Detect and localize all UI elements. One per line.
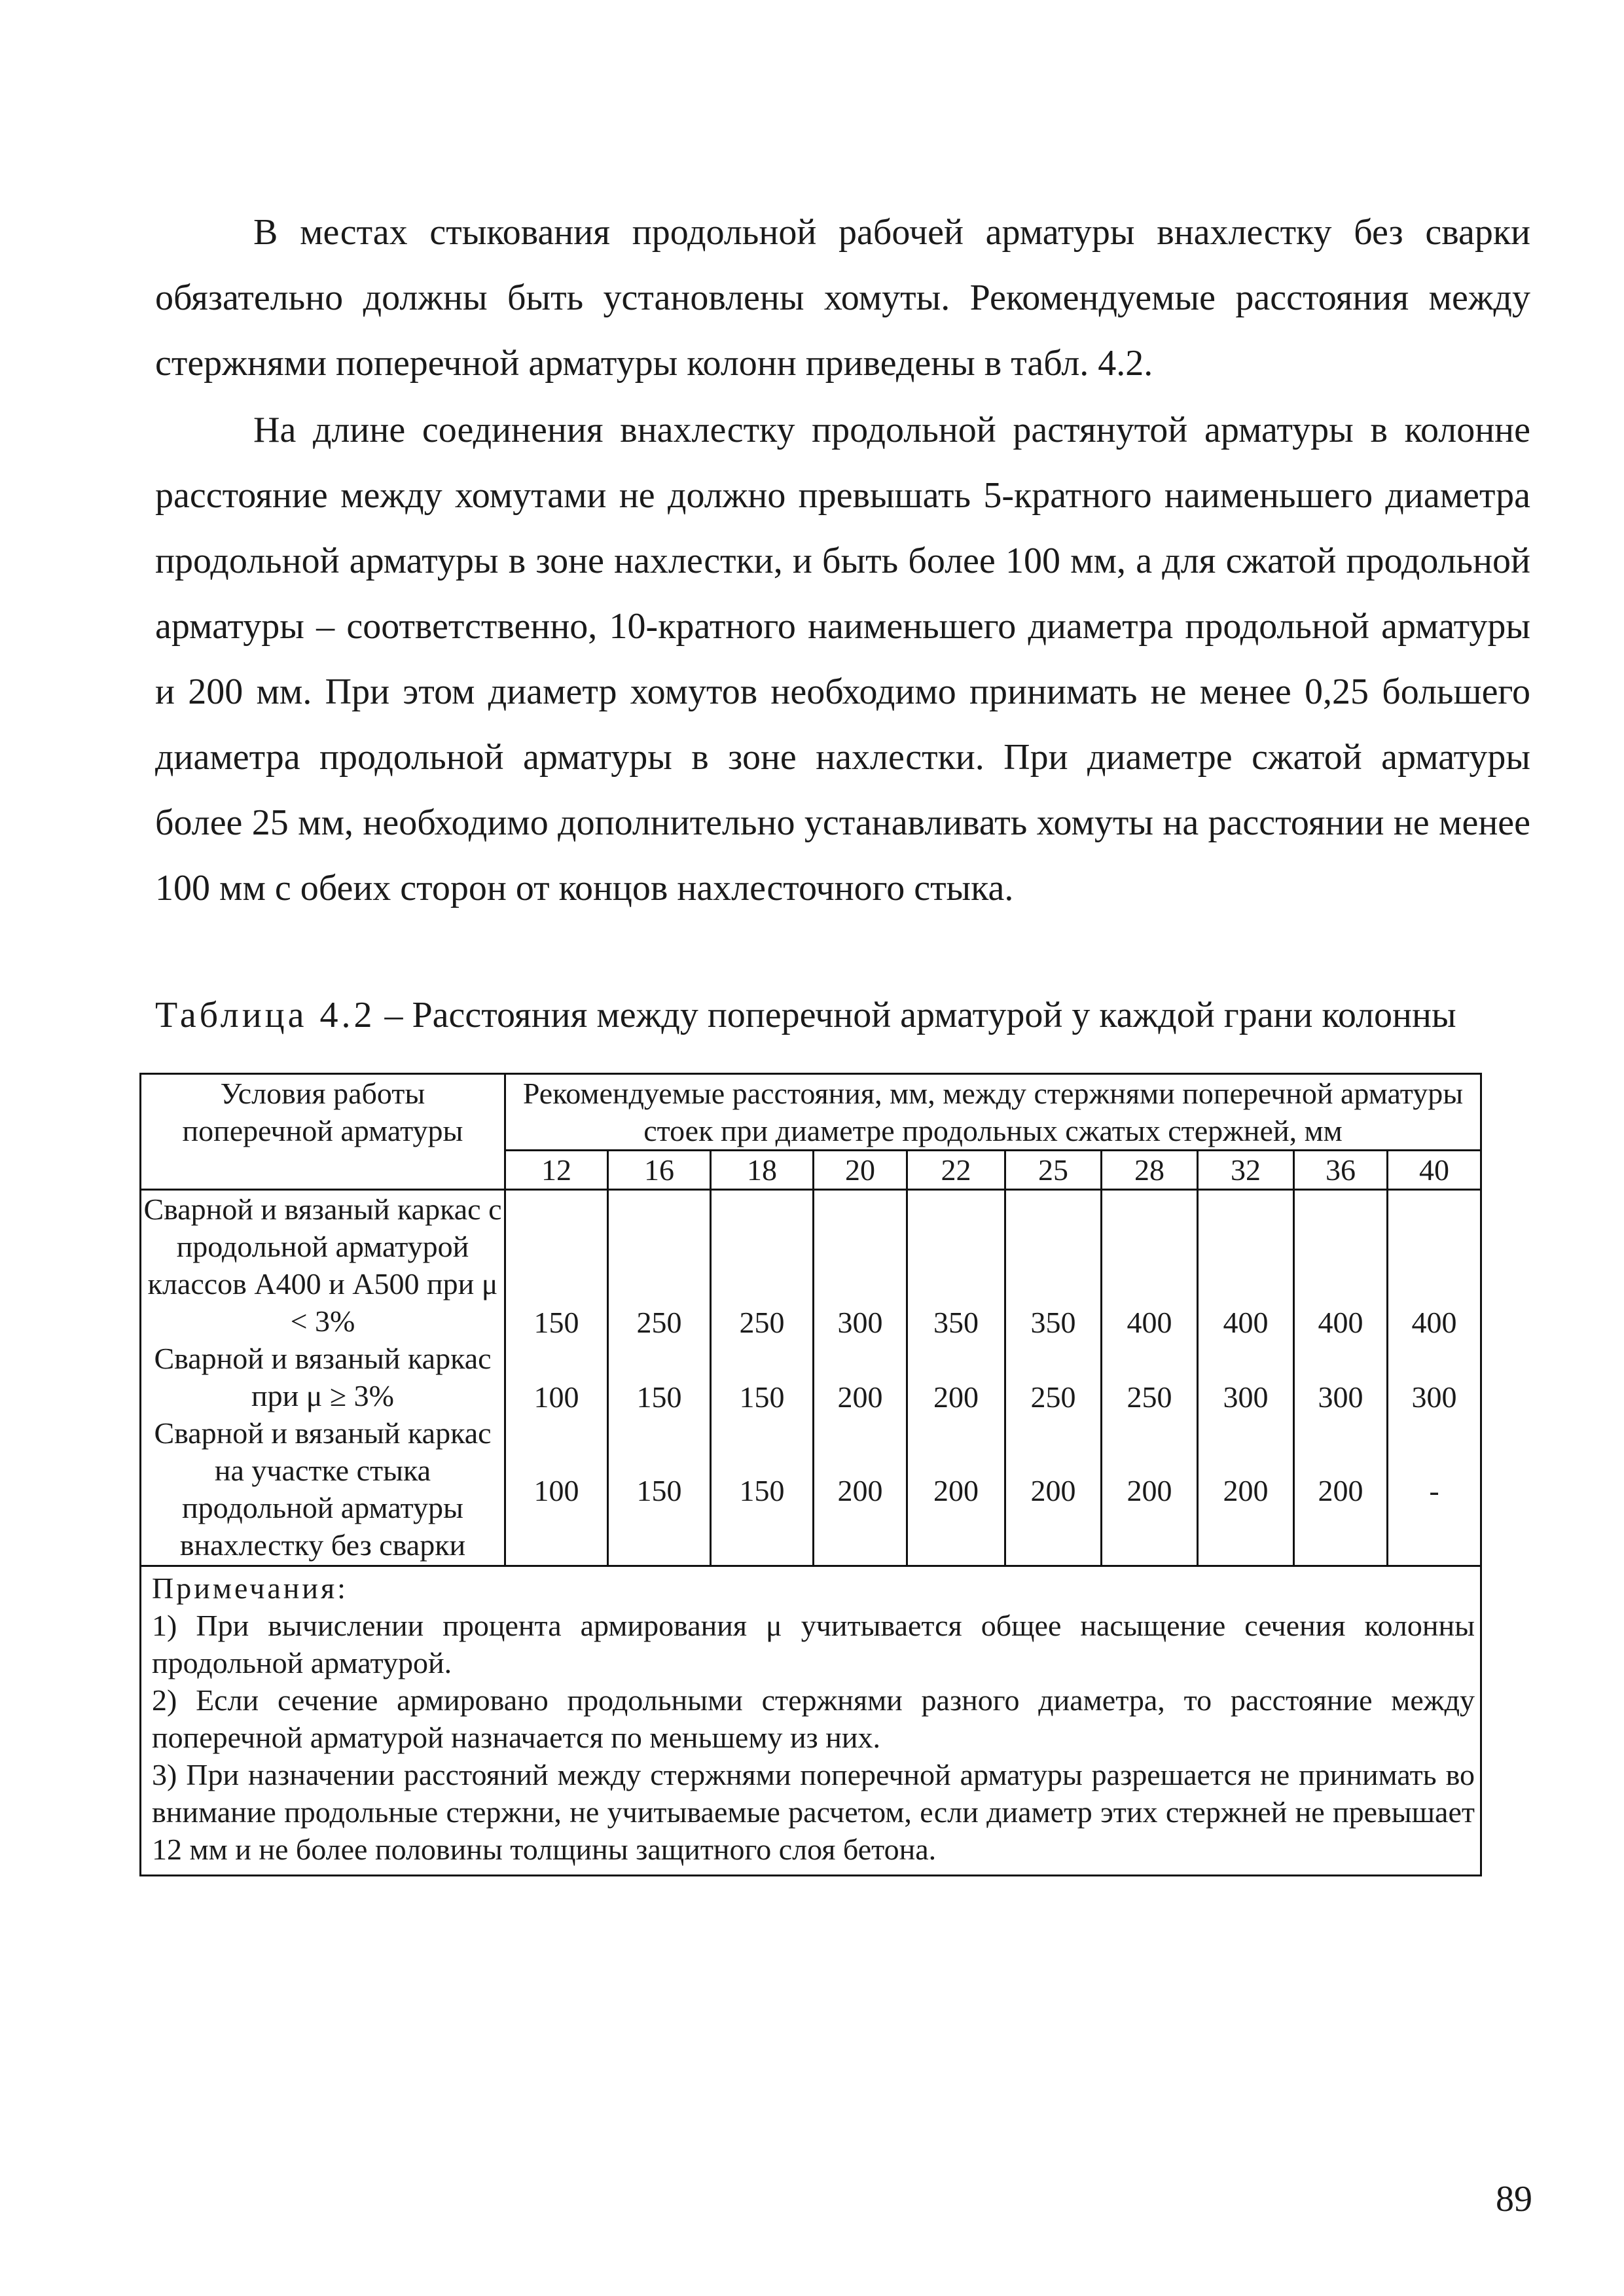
diameter-cell: 32 — [1198, 1151, 1294, 1190]
value-cell — [510, 1416, 603, 1565]
value-cell — [1010, 1192, 1096, 1341]
value-cell — [912, 1416, 1000, 1565]
value-column-18 — [711, 1190, 814, 1566]
value-cell — [1392, 1416, 1476, 1565]
value-text: 150 — [636, 1380, 682, 1414]
conditions-column — [141, 1190, 505, 1566]
condition-3-wrap — [143, 1414, 503, 1564]
value-text: 350 — [933, 1306, 979, 1339]
paragraph-2: На длине соединения внахлестку продольной растянутой арматуры в колонне расстояние между хомутами не должно превышать 5-кратного наименьшего диаметра продольной арматуры в зоне нахлестки, и быть более 100 мм, а для сжатой продольной арматуры – соответственно, 10-кратного наименьшего диаметра продольной арматуры и 200 мм. При этом диаметр хомутов необходимо принимать не менее 0,25 большего диаметра продольной арматуры в зоне нахлестки. При диаметре сжатой арматуры более 25 мм, необходимо дополнительно устанавливать хомуты на расстоянии не менее 100 мм с обеих сторон от концов нахлесточного стыка. — [155, 410, 1530, 908]
value-cell — [1299, 1416, 1382, 1565]
value-cell — [1202, 1341, 1289, 1416]
table-header-row — [141, 1074, 1481, 1151]
value-text: 200 — [1223, 1473, 1269, 1507]
header-conditions: Условия работы поперечной арматуры — [182, 1077, 463, 1147]
value-text: 400 — [1318, 1306, 1363, 1339]
value-cell — [818, 1192, 902, 1341]
value-cell — [1202, 1416, 1289, 1565]
value-cell — [1010, 1416, 1096, 1565]
diameter-cell: 12 — [505, 1151, 608, 1190]
diameter-cell: 25 — [1005, 1151, 1102, 1190]
spacing-table — [139, 1073, 1482, 1876]
table-caption-title: Расстояния между поперечной арматурой у каждой грани колонны — [412, 995, 1456, 1035]
value-column-28 — [1102, 1190, 1198, 1566]
value-text: 200 — [1127, 1473, 1172, 1507]
notes-cell — [141, 1566, 1481, 1876]
value-cell — [1106, 1416, 1193, 1565]
value-text: 250 — [1127, 1380, 1172, 1414]
header-conditions-cell — [141, 1074, 505, 1190]
value-cell — [613, 1416, 706, 1565]
paragraph-2-block — [155, 397, 1530, 921]
value-cell — [912, 1341, 1000, 1416]
value-cell — [1392, 1341, 1476, 1416]
condition-1: Сварной и вязаный каркас с продольной арматурой классов А400 и А500 при μ < 3% — [143, 1193, 502, 1338]
value-cell — [1299, 1341, 1382, 1416]
condition-2: Сварной и вязаный каркас при μ ≥ 3% — [154, 1342, 492, 1412]
header-recommended: Рекомендуемые расстояния, мм, между стержнями поперечной арматуры стоек при диаметре продольных сжатых стержней, мм — [522, 1077, 1464, 1147]
note-2: 2) Если сечение армировано продольными стержнями разного диаметра, то расстояние между поперечной арматурой назначается по меньшему из них. — [152, 1683, 1475, 1754]
value-text: 200 — [837, 1473, 883, 1507]
value-text: 400 — [1411, 1306, 1457, 1339]
notes-row — [141, 1566, 1481, 1876]
value-cell — [1202, 1192, 1289, 1341]
paragraph-1: В местах стыкования продольной рабочей арматуры внахлестку без сварки обязательно должны быть установлены хомуты. Рекомендуемые расстояния между стержнями поперечной арматуры колонн приведены в табл. 4.2. — [155, 212, 1530, 384]
value-column-16 — [608, 1190, 711, 1566]
value-cell — [715, 1416, 808, 1565]
value-text: 250 — [739, 1306, 785, 1339]
page-number: 89 — [1496, 2179, 1532, 2219]
value-text: 400 — [1127, 1306, 1172, 1339]
value-column-36 — [1294, 1190, 1388, 1566]
value-cell — [818, 1416, 902, 1565]
value-text: 150 — [739, 1380, 785, 1414]
value-text: 400 — [1223, 1306, 1269, 1339]
table-caption-dash: – — [375, 995, 412, 1035]
value-cell — [613, 1192, 706, 1341]
diameter-cell: 16 — [608, 1151, 711, 1190]
diameter-cell: 18 — [711, 1151, 814, 1190]
diameter-cell: 22 — [907, 1151, 1005, 1190]
value-text: 200 — [1318, 1473, 1363, 1507]
value-cell — [1299, 1192, 1382, 1341]
table-caption — [155, 990, 1456, 1040]
value-text: 200 — [837, 1380, 883, 1414]
value-cell — [715, 1341, 808, 1416]
value-text: 100 — [533, 1380, 579, 1414]
value-column-22 — [907, 1190, 1005, 1566]
diameter-cell: 28 — [1102, 1151, 1198, 1190]
table-caption-label: Таблица 4.2 — [155, 995, 376, 1035]
value-cell — [1106, 1192, 1193, 1341]
value-cell — [510, 1341, 603, 1416]
value-text: 200 — [933, 1473, 979, 1507]
condition-3: Сварной и вязаный каркас на участке стыка продольной арматуры внахлестку без сварки — [154, 1416, 492, 1562]
condition-1-wrap — [143, 1191, 503, 1340]
value-text: 100 — [533, 1473, 579, 1507]
value-cell — [912, 1192, 1000, 1341]
diameter-cell: 36 — [1294, 1151, 1388, 1190]
value-text: - — [1429, 1473, 1439, 1507]
value-cell — [613, 1341, 706, 1416]
value-text: 200 — [1030, 1473, 1076, 1507]
value-cell — [510, 1192, 603, 1341]
value-text: 250 — [636, 1306, 682, 1339]
value-cell — [1010, 1341, 1096, 1416]
value-text: 200 — [933, 1380, 979, 1414]
value-text: 300 — [1411, 1380, 1457, 1414]
value-text: 300 — [1318, 1380, 1363, 1414]
value-column-20 — [814, 1190, 907, 1566]
value-text: 150 — [533, 1306, 579, 1339]
value-cell — [1392, 1192, 1476, 1341]
value-text: 250 — [1030, 1380, 1076, 1414]
note-1: 1) При вычислении процента армирования μ учитывается общее насыщение сечения колонны продольной арматурой. — [152, 1609, 1475, 1679]
value-column-12 — [505, 1190, 608, 1566]
value-cell — [1106, 1341, 1193, 1416]
table-body-row — [141, 1190, 1481, 1566]
value-column-25 — [1005, 1190, 1102, 1566]
note-3: 3) При назначении расстояний между стержнями поперечной арматуры разрешается не принимать во внимание продольные стержни, не учитываемые расчетом, если диаметр этих стержней не превышает 12 мм и не более половины толщины защитного слоя бетона. — [152, 1758, 1475, 1866]
value-column-40 — [1388, 1190, 1481, 1566]
value-text: 300 — [837, 1306, 883, 1339]
notes-title: Примечания: — [152, 1571, 348, 1605]
diameter-cell: 20 — [814, 1151, 907, 1190]
header-recommended-cell — [505, 1074, 1481, 1151]
value-cell — [818, 1341, 902, 1416]
condition-2-wrap — [143, 1340, 503, 1414]
value-cell — [715, 1192, 808, 1341]
value-text: 350 — [1030, 1306, 1076, 1339]
value-text: 300 — [1223, 1380, 1269, 1414]
paragraph-1-block — [155, 200, 1530, 396]
value-column-32 — [1198, 1190, 1294, 1566]
diameter-cell: 40 — [1388, 1151, 1481, 1190]
value-text: 150 — [739, 1473, 785, 1507]
value-text: 150 — [636, 1473, 682, 1507]
